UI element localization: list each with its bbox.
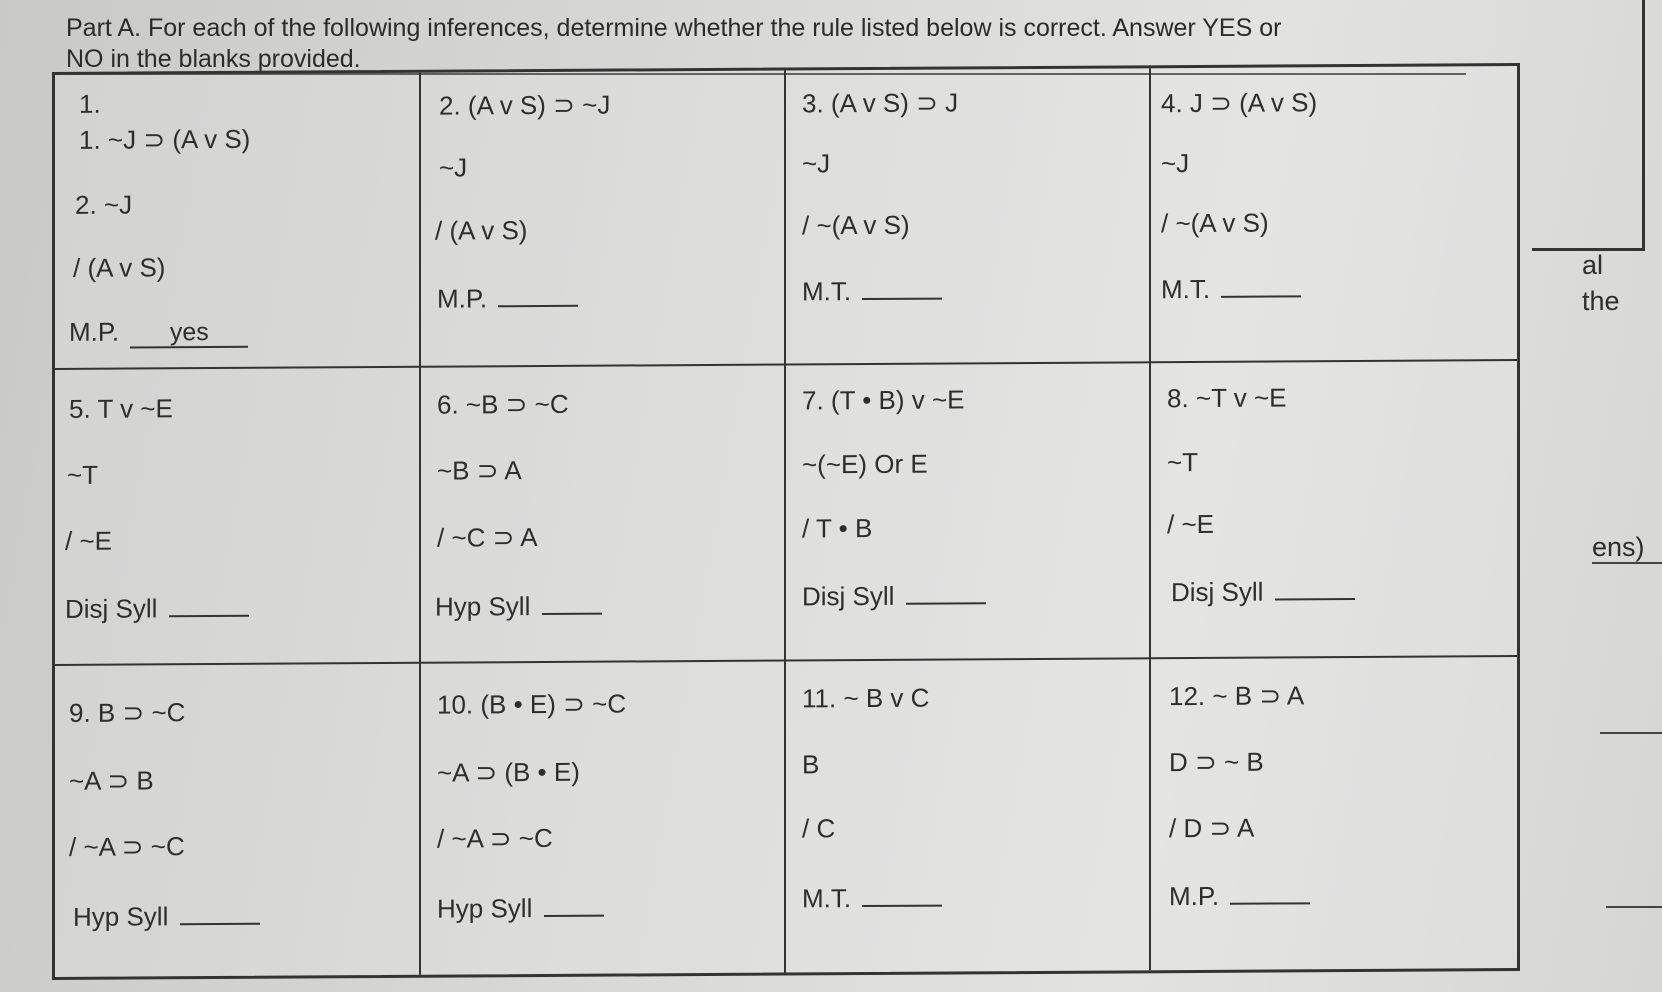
conclusion: / ~E	[65, 525, 112, 556]
premise-2: ~T	[1167, 446, 1199, 478]
problem-cell-6	[421, 366, 786, 664]
conclusion: / ~(A v S)	[802, 209, 910, 241]
rule-line	[802, 272, 942, 308]
adjacent-page-box	[1532, 0, 1645, 251]
adjacent-page-rule	[1592, 562, 1662, 564]
rule-line	[65, 589, 249, 625]
problem-cell-12	[1151, 657, 1517, 970]
premise-1: 12. ~ B ⊃ A	[1169, 680, 1305, 712]
rule-label: M.T.	[802, 276, 852, 307]
problem-number: 1.	[79, 88, 101, 119]
premise-2: ~A ⊃ (B • E)	[437, 756, 580, 788]
conclusion: / ~A ⊃ ~C	[69, 831, 185, 862]
adjacent-page-rule	[1600, 732, 1662, 734]
rule-label: M.P.	[437, 283, 488, 314]
rule-line	[1169, 876, 1310, 912]
rule-label: Hyp Syll	[437, 893, 533, 924]
problem-cell-1	[55, 73, 421, 370]
rule-label: Disj Syll	[65, 593, 158, 624]
answer-blank[interactable]	[862, 879, 942, 907]
answer-blank[interactable]	[1230, 876, 1310, 904]
premise-1: 5. T v ~E	[69, 393, 173, 424]
conclusion: / C	[802, 813, 836, 844]
premise-1: 3. (A v S) ⊃ J	[802, 87, 959, 119]
rule-label: Hyp Syll	[435, 591, 531, 622]
premise-2: ~B ⊃ A	[437, 455, 522, 486]
premise-2: ~T	[67, 459, 99, 490]
answer-blank[interactable]	[180, 897, 260, 925]
premise-1: 6. ~B ⊃ ~C	[437, 388, 569, 420]
answer-blank[interactable]	[542, 587, 602, 615]
problem-cell-9	[55, 664, 421, 977]
rule-line	[802, 576, 986, 612]
rule-label: M.P.	[1169, 880, 1220, 912]
premise-2: ~(~E) Or E	[802, 448, 928, 480]
conclusion: / T • B	[802, 512, 873, 544]
rule-line	[437, 279, 578, 315]
answer-blank[interactable]	[906, 576, 986, 604]
conclusion: / (A v S)	[73, 252, 166, 283]
answer-blank[interactable]	[862, 272, 942, 300]
premise-1: 11. ~ B v C	[802, 682, 930, 714]
premise-2: 2. ~J	[75, 189, 133, 220]
premise-1: 1. ~J ⊃ (A v S)	[79, 123, 251, 155]
premise-2: ~J	[802, 148, 831, 179]
answer-blank[interactable]	[169, 589, 249, 617]
problem-cell-7	[786, 363, 1151, 661]
rule-line	[802, 879, 942, 915]
rule-line	[1171, 572, 1355, 608]
adjacent-page-text: the	[1582, 286, 1620, 316]
instructions-line-1: Part A. For each of the following inferences, determine whether the rule listed below is correct. Answer YES or	[66, 14, 1282, 42]
premise-1: 2. (A v S) ⊃ ~J	[439, 89, 611, 121]
adjacent-page-text: al	[1582, 250, 1604, 280]
problem-cell-5	[55, 368, 421, 666]
premise-2: D ⊃ ~ B	[1169, 746, 1264, 778]
rule-label: M.P.	[69, 316, 120, 347]
premise-2: B	[802, 749, 820, 780]
worksheet-table	[52, 63, 1520, 980]
conclusion: / ~C ⊃ A	[437, 522, 538, 553]
problem-cell-4	[1151, 66, 1517, 363]
instructions-line-2: NO in the blanks provided.	[66, 45, 1466, 75]
conclusion: / ~E	[1167, 508, 1214, 540]
problem-cell-11	[786, 659, 1151, 972]
problem-cell-3	[786, 68, 1151, 365]
answer-blank[interactable]	[1275, 572, 1355, 600]
premise-2: ~J	[1161, 148, 1190, 179]
premise-1: 8. ~T v ~E	[1167, 382, 1287, 414]
premise-2: ~J	[439, 152, 468, 183]
rule-line	[435, 587, 602, 623]
conclusion: / ~A ⊃ ~C	[437, 822, 553, 854]
premise-1: 10. (B • E) ⊃ ~C	[437, 688, 627, 720]
conclusion: / ~(A v S)	[1161, 207, 1269, 239]
problem-cell-10	[421, 662, 786, 975]
rule-line	[73, 897, 260, 933]
rule-line	[437, 889, 604, 925]
problem-cell-8	[1151, 361, 1517, 659]
answer-blank[interactable]	[544, 889, 604, 917]
rule-label: M.T.	[1161, 273, 1211, 305]
premise-1: 7. (T • B) v ~E	[802, 384, 965, 416]
rule-label: Disj Syll	[802, 580, 895, 612]
rule-label: M.T.	[802, 883, 852, 914]
problem-cell-2	[421, 71, 786, 368]
rule-line	[1161, 269, 1301, 305]
rule-label: Hyp Syll	[73, 901, 169, 932]
answer-blank[interactable]: yes	[130, 320, 248, 349]
premise-1: 4. J ⊃ (A v S)	[1161, 87, 1318, 119]
answer-blank[interactable]	[498, 279, 578, 307]
conclusion: / D ⊃ A	[1169, 812, 1255, 844]
answer-blank[interactable]	[1221, 269, 1301, 297]
rule-label: Disj Syll	[1171, 576, 1264, 608]
premise-1: 9. B ⊃ ~C	[69, 697, 186, 728]
adjacent-page-text: ens)	[1592, 532, 1645, 562]
premise-2: ~A ⊃ B	[69, 765, 154, 796]
rule-line	[69, 316, 248, 349]
adjacent-page-rule	[1606, 906, 1662, 908]
conclusion: / (A v S)	[435, 215, 528, 246]
